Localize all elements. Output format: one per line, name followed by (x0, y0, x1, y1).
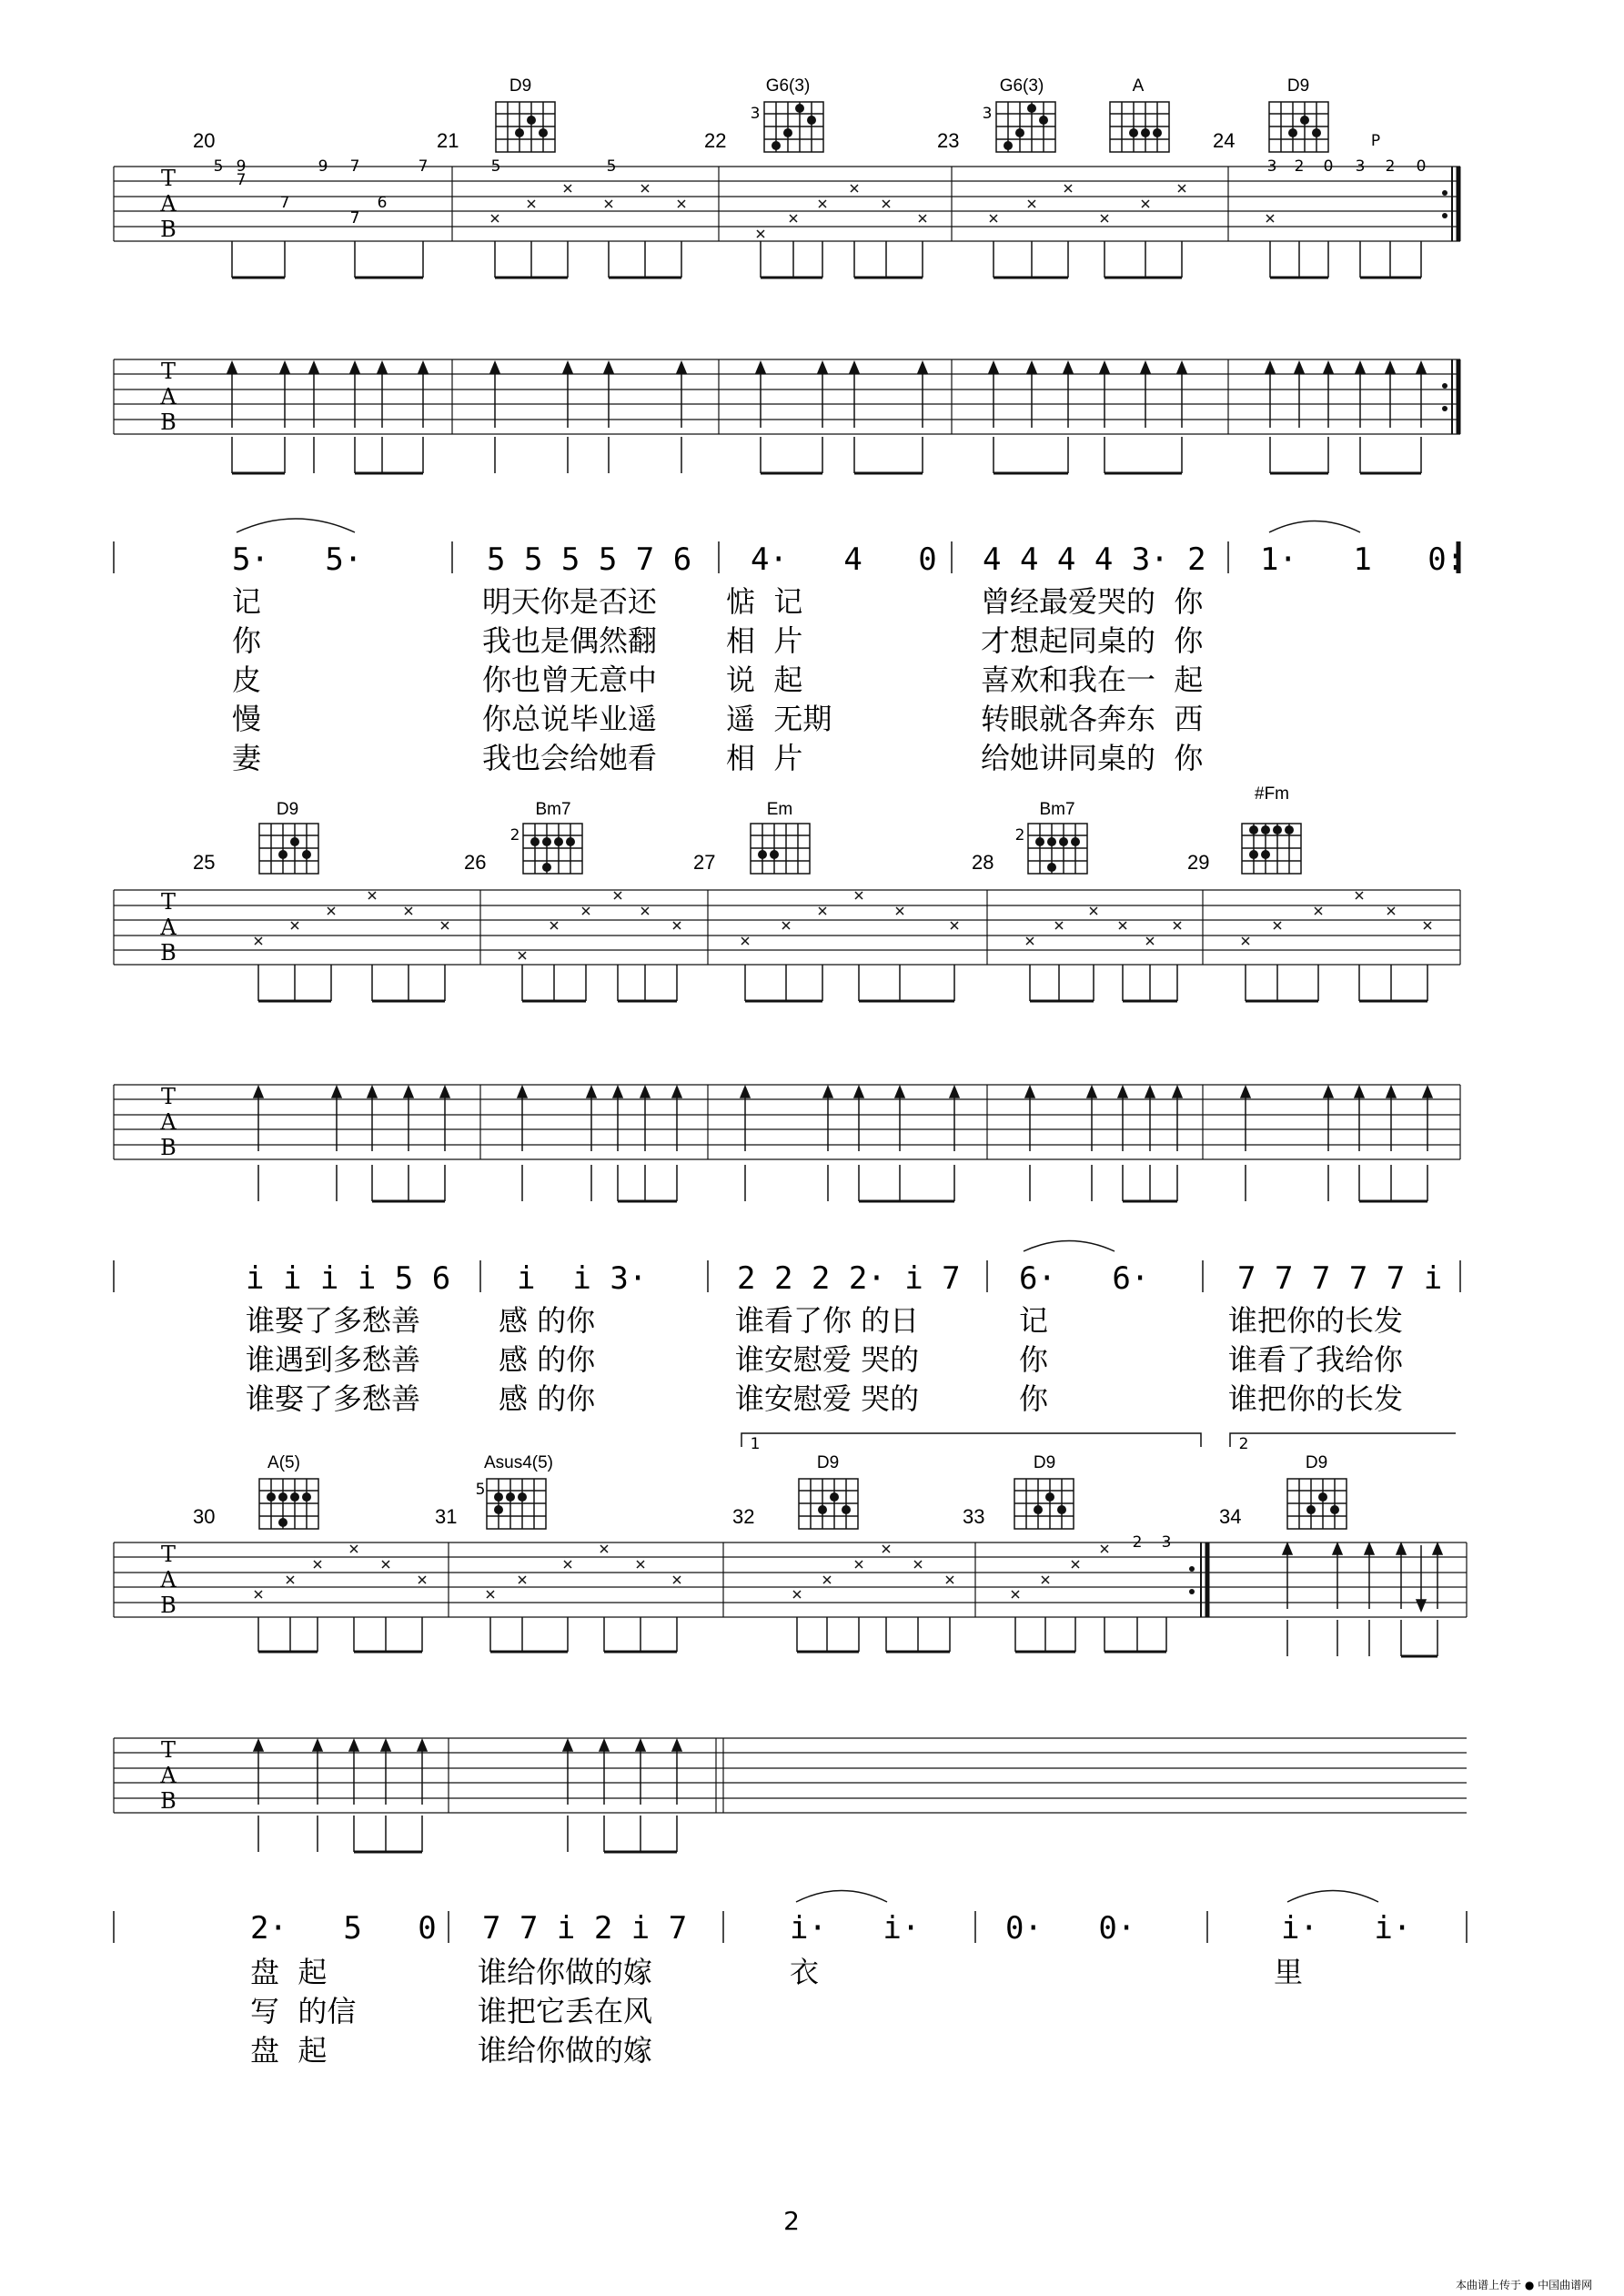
lyric-text: 谁娶了多愁善 (246, 1381, 421, 1416)
lyric-text: 谁安慰爱 哭的 (735, 1342, 920, 1377)
measure-number: 27 (693, 851, 716, 874)
chord-name: D9 (509, 76, 532, 96)
chord-name: D9 (816, 1453, 840, 1472)
chord-name: G6(3) (999, 76, 1044, 96)
tab-number: 3 (1266, 157, 1277, 176)
jianpu-measure: 4· 4 0 (751, 541, 937, 578)
chord-name: Em (766, 800, 793, 819)
chord-diagram (1014, 1479, 1074, 1529)
tab-number: 3 (1355, 157, 1366, 176)
lyric-text: 妻 (232, 741, 262, 775)
chord-diagram (799, 1479, 858, 1529)
tab-number: 5 (213, 157, 224, 176)
lyric-text: 盘 起 (250, 1955, 328, 1989)
jianpu-measure: 1· 1 0: (1260, 541, 1466, 578)
lyrics-block (232, 584, 1204, 775)
jianpu-measure: 2 2 2 2· i 7 (737, 1260, 961, 1297)
tab-letter: B (160, 1593, 177, 1618)
tab-staff (114, 167, 1460, 241)
jianpu-measure: 7 7 i 2 i 7 (482, 1910, 688, 1947)
lyric-text: 感 的你 (499, 1381, 596, 1416)
strum-x-marks (255, 1545, 1108, 1598)
lyric-text: 衣 (790, 1955, 820, 1989)
tab-number: 5 (490, 157, 501, 176)
lyric-text: 皮 (232, 663, 262, 697)
jianpu-measure: 7 7 7 7 7 i (1237, 1260, 1443, 1297)
jianpu-line (114, 519, 1465, 578)
strum-arrows (227, 362, 1426, 473)
lyric-text: 谁看了你 的日 (735, 1303, 920, 1338)
lyric-text: 谁把你的长发 (1228, 1381, 1404, 1416)
chord-diagram (1287, 1479, 1347, 1529)
jianpu-measure: i i 3· (517, 1260, 648, 1297)
tab-letter: T (160, 166, 177, 191)
lyric-text: 感 的你 (499, 1342, 596, 1377)
lyric-text: 明天你是否还 (482, 584, 658, 619)
jianpu-line (114, 1241, 1460, 1298)
tab-letter: B (160, 217, 177, 242)
tab-letter: A (160, 384, 177, 410)
chord-name: D9 (1033, 1453, 1056, 1472)
tab-staff (114, 1085, 1460, 1159)
chord-name: A(5) (267, 1453, 300, 1472)
tab-letter: T (160, 359, 177, 384)
tab-number: 2 (1132, 1533, 1143, 1552)
chord-fret-label: 2 (509, 826, 520, 845)
tab-number: 5 (606, 157, 617, 176)
chord-name: Asus4(5) (483, 1453, 554, 1472)
rhythm-stems (258, 965, 1427, 1001)
chord-diagram (751, 824, 810, 874)
measure-number: 23 (937, 129, 960, 152)
tab-number: 7 (236, 171, 247, 189)
chord-name: #Fm (1255, 784, 1289, 804)
tab-number: 7 (418, 157, 429, 176)
system-2 (114, 784, 1460, 1416)
tab-letter: B (160, 940, 177, 966)
tab-number: 7 (279, 194, 290, 212)
lyric-text: 盘 起 (250, 2033, 328, 2068)
volta-bracket (741, 1433, 1456, 1447)
lyric-text: 你 (1019, 1342, 1049, 1377)
tab-staff (114, 1542, 1467, 1617)
tab-letter: T (160, 889, 177, 915)
lyric-text: 谁给你做的嫁 (478, 1955, 653, 1989)
measure-number: 31 (435, 1505, 458, 1528)
tab-number: 7 (349, 209, 360, 228)
jianpu-measure: i i i i 5 6 (246, 1260, 451, 1297)
tab-letter: T (160, 1084, 177, 1109)
lyric-text: 相 片 (726, 623, 803, 658)
lyrics-block (246, 1303, 1404, 1416)
jianpu-measure: i· i· (790, 1910, 921, 1947)
lyric-text: 我也是偶然翻 (482, 623, 658, 658)
tab-number: 6 (377, 194, 388, 212)
strum-arrows (254, 1740, 681, 1852)
chord-fret-label: 2 (1014, 826, 1025, 845)
lyric-text: 相 片 (726, 741, 803, 775)
measure-number: 25 (193, 851, 216, 874)
chord-diagram (1110, 102, 1169, 152)
rhythm-stems (232, 241, 1421, 278)
lyric-text: 写 的信 (250, 1994, 357, 2028)
tab-letter: B (160, 410, 177, 435)
chord-fret-label: 3 (982, 105, 993, 123)
chord-name: G6(3) (765, 76, 811, 96)
tab-number: 9 (318, 157, 328, 176)
lyric-text: 你总说毕业遥 (482, 702, 658, 736)
measure-number: 29 (1187, 851, 1210, 874)
chord-name: Bm7 (535, 800, 571, 819)
jianpu-measure: 6· 6· (1019, 1260, 1150, 1297)
lyric-text: 谁把它丢在风 (478, 1994, 653, 2028)
lyric-text: 惦 记 (726, 584, 803, 619)
tab-letter: A (160, 1763, 177, 1788)
lyric-text: 记 (1019, 1303, 1049, 1338)
lyric-text: 里 (1274, 1955, 1304, 1989)
lyric-text: 感 的你 (499, 1303, 596, 1338)
chord-fret-label: 3 (750, 105, 761, 123)
measure-number: 21 (437, 129, 459, 152)
tab-number: 0 (1416, 157, 1427, 176)
lyric-text: 曾经最爱哭的 你 (981, 584, 1204, 619)
chord-diagram (259, 1479, 318, 1529)
jianpu-measure: i· i· (1281, 1910, 1412, 1947)
chord-name: D9 (276, 800, 299, 819)
tab-letter: A (160, 915, 177, 940)
tab-number: 9 (236, 157, 247, 176)
jianpu-measure: 0· 0· (1005, 1910, 1136, 1947)
lyric-text: 谁遇到多愁善 (246, 1342, 421, 1377)
measure-number: 32 (732, 1505, 755, 1528)
lyric-text: 喜欢和我在一 起 (981, 663, 1204, 697)
lyric-text: 谁把你的长发 (1228, 1303, 1404, 1338)
measure-number: 30 (193, 1505, 216, 1528)
page-number: 2 (783, 2206, 800, 2236)
rhythm-stems (258, 1617, 1166, 1652)
tab-number: 7 (349, 157, 360, 176)
lyric-text: 说 起 (726, 663, 803, 697)
chord-diagram (523, 824, 582, 874)
tab-letter: A (160, 1109, 177, 1135)
jianpu-line (114, 1891, 1467, 1947)
jianpu-measure: 4 4 4 4 3· 2 (983, 541, 1206, 578)
jianpu-measure: 5· 5· (232, 541, 363, 578)
strum-arrows (1283, 1543, 1442, 1656)
measure-number: 34 (1219, 1505, 1242, 1528)
measure-number: 28 (972, 851, 994, 874)
tab-number: 3 (1161, 1533, 1172, 1552)
chord-diagram (1269, 102, 1328, 152)
lyrics-block (250, 1955, 1303, 2068)
tab-letter: T (160, 1542, 177, 1567)
lyric-text: 记 (232, 584, 262, 619)
system-3 (114, 1433, 1467, 2068)
chord-name: D9 (1305, 1453, 1328, 1472)
measure-number: 33 (963, 1505, 985, 1528)
lyric-text: 谁看了我给你 (1228, 1342, 1404, 1377)
tab-letter: A (160, 1567, 177, 1593)
lyric-text: 慢 (232, 702, 262, 736)
tab-letter: B (160, 1788, 177, 1814)
lyric-text: 谁娶了多愁善 (246, 1303, 421, 1338)
footer-source: 本曲谱上传于 ● 中国曲谱网 (1456, 2279, 1593, 2291)
chord-fret-label: 5 (475, 1481, 486, 1499)
lyric-text: 你 (1019, 1381, 1049, 1416)
system-1 (114, 76, 1465, 775)
jianpu-measure: 2· 5 0 (250, 1910, 437, 1947)
chord-name: Bm7 (1039, 800, 1075, 819)
tab-number: 2 (1385, 157, 1396, 176)
lyric-text: 你也曾无意中 (482, 663, 658, 697)
tab-letter: B (160, 1135, 177, 1160)
lyric-text: 才想起同桌的 你 (981, 623, 1204, 658)
lyric-text: 你 (232, 623, 262, 658)
strum-x-marks (255, 892, 1431, 959)
jianpu-measure: 5 5 5 5 7 6 (487, 541, 692, 578)
lyric-text: 我也会给她看 (482, 741, 658, 775)
measure-number: 24 (1213, 129, 1236, 152)
measure-number: 26 (464, 851, 487, 874)
chord-name: A (1132, 76, 1145, 96)
volta-number: 1 (750, 1435, 761, 1453)
chord-diagram (487, 1479, 546, 1529)
volta-number: 2 (1238, 1435, 1249, 1453)
lyric-text: 谁给你做的嫁 (478, 2033, 653, 2068)
tab-numbers (214, 132, 1427, 228)
pull-off-mark: P (1370, 132, 1381, 150)
strum-arrows (254, 1087, 1432, 1201)
measure-number: 20 (193, 129, 216, 152)
tab-letter: T (160, 1737, 177, 1763)
measure-number: 22 (704, 129, 727, 152)
chord-diagram (496, 102, 555, 152)
lyric-text: 谁安慰爱 哭的 (735, 1381, 920, 1416)
lyric-text: 给她讲同桌的 你 (981, 741, 1204, 775)
chord-diagram (1028, 824, 1087, 874)
tab-number: 2 (1294, 157, 1305, 176)
tab-letter: A (160, 191, 177, 217)
tab-number: 0 (1323, 157, 1334, 176)
lyric-text: 遥 无期 (726, 702, 832, 736)
chord-name: D9 (1286, 76, 1310, 96)
chord-diagram (259, 824, 318, 874)
lyric-text: 转眼就各奔东 西 (981, 702, 1204, 736)
